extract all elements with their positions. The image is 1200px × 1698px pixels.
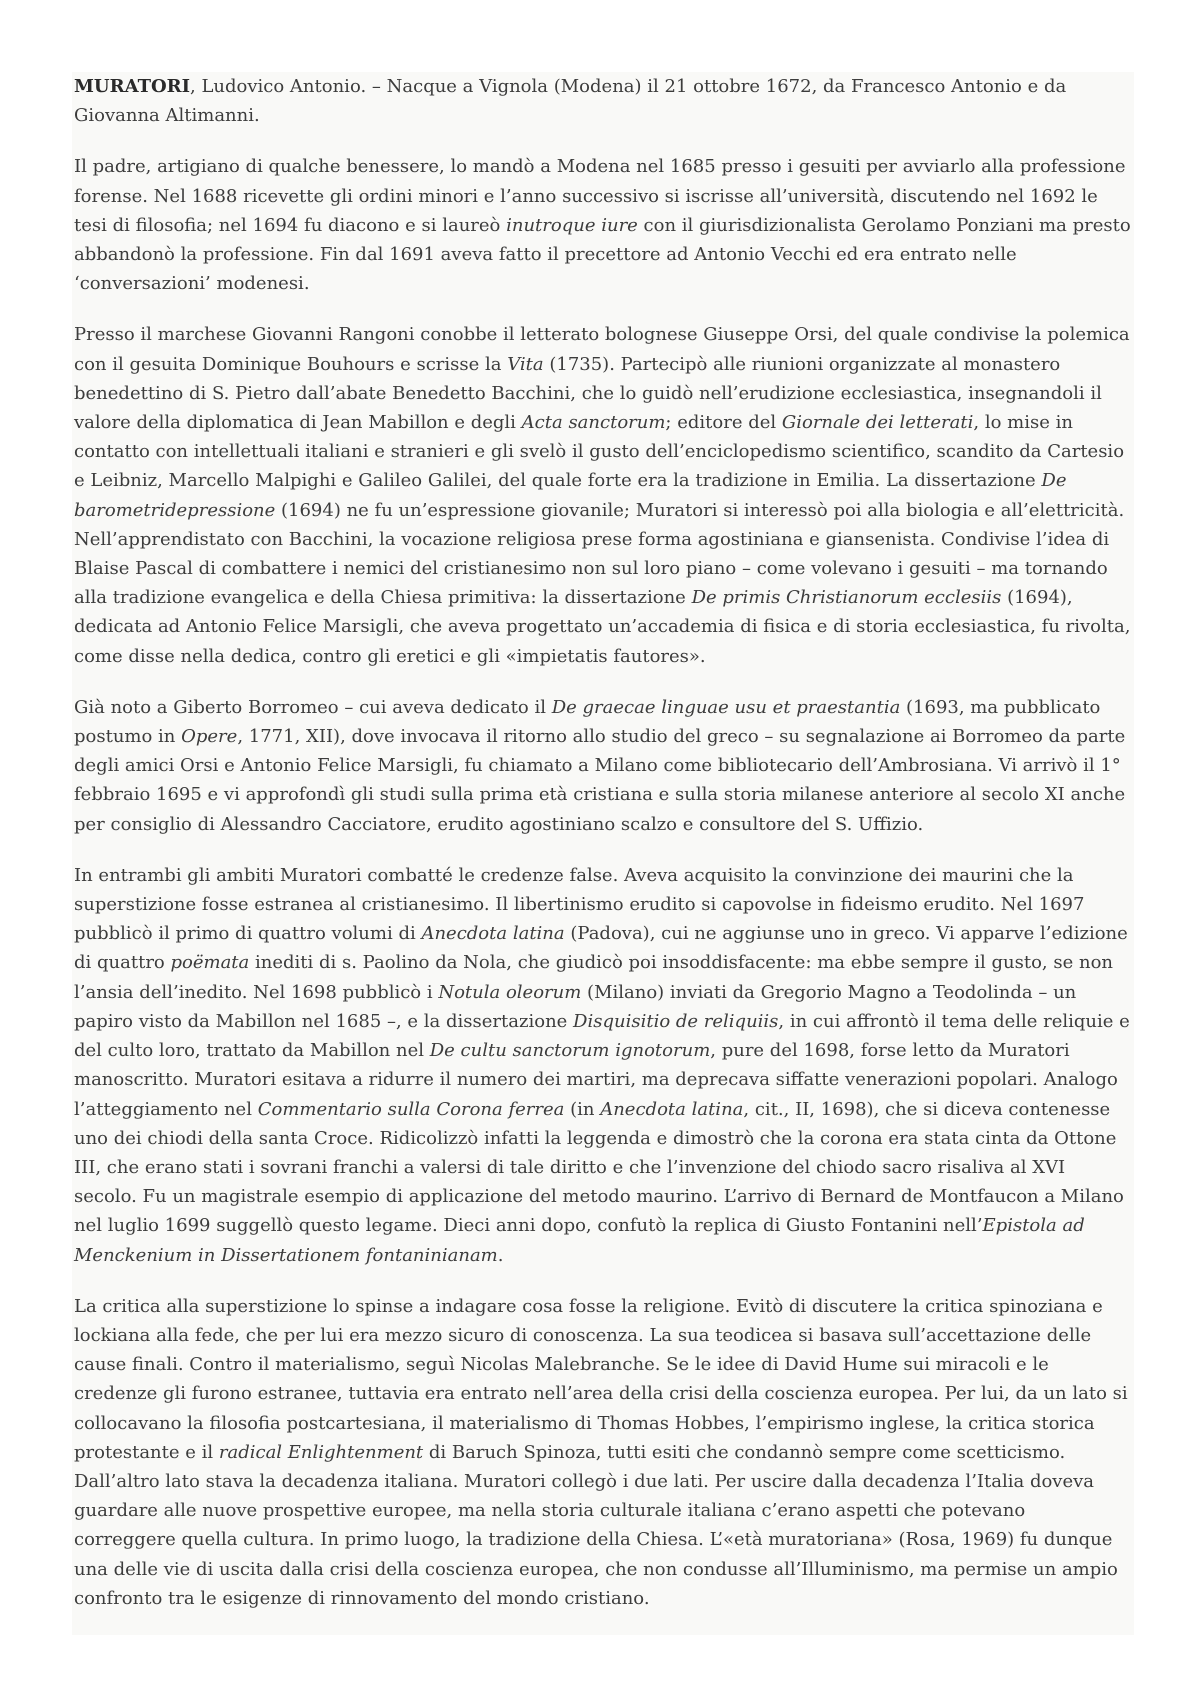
- italic-title: De cultu sanctorum ignotorum: [429, 1040, 711, 1062]
- text-run: (Padova), cui ne aggiunse uno in greco. Vi apparve l’edizione di quattro: [74, 923, 1128, 974]
- italic-title: Disquisitio de reliquiis: [573, 1010, 779, 1032]
- italic-title: Acta sanctorum: [521, 412, 666, 434]
- italic-title: De graecae linguae usu et praestantia: [551, 696, 901, 718]
- italic-title: Anecdota latina: [421, 923, 565, 945]
- text-run: (1694) ne fu un’espressione giovanile; Muratori si interessò poi alla biologia e all’elettricità. Nell’apprendistato con Bacchini, la vocazione religiosa prese forma agostiniana e giansenista. Condivise l’idea di Blaise Pascal di combattere i nemici del cristianesimo non sul loro piano – come volevano i gesuiti – ma tornando alla tradizione evangelica e della Chiesa primitiva: la dissertazione: [74, 499, 1125, 609]
- text-run: (Milano) inviati da Gregorio Magno a Teodolinda – un papiro visto da Mabillon nel 1685 –, e la dissertazione: [74, 981, 1077, 1032]
- intro-paragraph: [74, 72, 1132, 130]
- italic-term: inutroque iure: [506, 214, 638, 236]
- italic-term: poëmata: [170, 952, 250, 974]
- text-run: di Baruch Spinoza, tutti esiti che condannò sempre come scetticismo. Dall’altro lato stava la decadenza italiana. Muratori collegò i due lati. Per uscire dalla decadenza l’Italia doveva guardare alle nuove prospettive europee, ma nella storia culturale italiana c’erano aspetti che potevano correggere quella cultura. In primo luogo, la tradizione della Chiesa. L’«età muratoriana» (Rosa, 1969) fu dunque una delle vie di uscita dalla crisi della coscienza europea, che non condusse all’Illuminismo, ma permise un ampio confronto tra le esigenze di rinnovamento del mondo cristiano.: [74, 1441, 1118, 1609]
- italic-title: Epistola ad Menckenium in Dissertationem fontaninianam: [74, 1215, 1085, 1266]
- italic-title: De primis Christianorum ecclesiis: [691, 587, 1002, 609]
- italic-title: Commentario sulla Corona ferrea: [257, 1098, 565, 1120]
- text-run: (1694), dedicata ad Antonio Felice Marsigli, che aveva progettato un’accademia di fisica e di storia ecclesiastica, fu rivolta, come disse nella dedica, contro gli eretici e gli «impietatis fautores».: [74, 587, 1131, 667]
- italic-term: radical Enlightenment: [218, 1441, 424, 1463]
- text-run: , pure del 1698, forse letto da Muratori manoscritto. Muratori esitava a ridurre il numero dei martiri, ma deprecava siffatte venerazioni popolari. Analogo l’atteggiamento nel: [74, 1040, 1118, 1120]
- text-run: , in cui affrontò il tema delle reliquie e del culto loro, trattato da Mabillon nel: [74, 1010, 1130, 1062]
- paragraph-religion: [74, 1292, 1132, 1613]
- paragraph-formation: [74, 320, 1132, 670]
- text-run: , cit., II, 1698), che si diceva contenesse uno dei chiodi della santa Croce. Ridicolizzò infatti la leggenda e dimostrò che la corona era stata cinta da Ottone III, che erano stati i sovrani franchi a valersi di tale diritto e che l’invenzione del chiodo sacro risaliva al XVI secolo. Fu un magistrale esempio di applicazione del metodo maurino. L’arrivo di Bernard de Montfaucon a Milano nel luglio 1699 suggellò questo legame. Dieci anni dopo, confutò la replica di Giusto Fontanini nell’: [74, 1098, 1124, 1237]
- text-run: inediti di s. Paolino da Nola, che giudicò poi insoddisfacente: ma ebbe sempre il gusto, se non l’ansia dell’inedito. Nel 1698 pubblicò i: [74, 952, 1114, 1003]
- text-run: Presso il marchese Giovanni Rangoni conobbe il letterato bolognese Giuseppe Orsi, del quale condivise la polemica con il gesuita Dominique Bouhours e scrisse la: [74, 324, 1130, 375]
- paragraph-early-life: [74, 152, 1132, 298]
- italic-title: Notula oleorum: [438, 981, 582, 1003]
- text-run: Già noto a Giberto Borromeo – cui aveva dedicato il: [74, 696, 552, 718]
- text-run: Il padre, artigiano di qualche benessere, lo mandò a Modena nel 1685 presso i gesuiti per avviarlo alla professione forense. Nel 1688 ricevette gli ordini minori e l’anno successivo si iscrisse all’università, discutendo nel 1692 le tesi di filosofia; nel 1694 fu diacono e si laureò: [74, 156, 1126, 236]
- italic-title: Giornale dei letterati: [781, 412, 974, 434]
- intro-text: , Ludovico Antonio. – Nacque a Vignola (Modena) il 21 ottobre 1672, da Francesco Antonio e da Giovanna Altimanni.: [74, 76, 1067, 127]
- paragraph-milan: [74, 693, 1132, 839]
- text-run: , lo mise in contatto con intellettuali italiani e stranieri e gli svelò il gusto dell’enciclopedismo scientifico, scandito da Cartesio e Leibniz, Marcello Malpighi e Galileo Galilei, del quale forte era la tradizione in Emilia. La dissertazione: [74, 412, 1125, 492]
- text-run: (1735). Partecipò alle riunioni organizzate al monastero benedettino di S. Pietro dall’abate Benedetto Bacchini, che lo guidò nell’erudizione ecclesiastica, insegnandoli il valore della diplomatica di Jean Mabillon e degli: [74, 353, 1102, 434]
- text-run: In entrambi gli ambiti Muratori combatté le credenze false. Aveva acquisito la convinzione dei maurini che la superstizione fosse estranea al cristianesimo. Il libertinismo erudito si capovolse in fideismo erudito. Nel 1697 pubblicò il primo di quattro volumi di: [74, 864, 1085, 945]
- text-run: .: [497, 1244, 504, 1266]
- text-run: ; editore del: [665, 412, 782, 434]
- paragraph-erudition: [74, 861, 1132, 1270]
- text-run: La critica alla superstizione lo spinse a indagare cosa fosse la religione. Evitò di discutere la critica spinoziana e lockiana alla fede, che per lui era mezzo sicuro di conoscenza. La sua teodicea si basava sull’accettazione delle cause finali. Contro il materialismo, seguì Nicolas Malebranche. Se le idee di David Hume sui miracoli e le credenze gli furono estranee, tuttavia era entrato nell’area della crisi della coscienza europea. Per lui, da un lato si collocavano la filosofia postcartesiana, il materialismo di Thomas Hobbes, l’empirismo inglese, la critica storica protestante e il: [74, 1295, 1128, 1463]
- text-run: , 1771, XII), dove invocava il ritorno allo studio del greco – su segnalazione ai Borromeo da parte degli amici Orsi e Antonio Felice Marsigli, fu chiamato a Milano come bibliotecario dell’Ambrosiana. Vi arrivò il 1° febbraio 1695 e vi approfondì gli studi sulla prima età cristiana e sulla storia milanese anteriore al secolo XI anche per consiglio di Alessandro Cacciatore, erudito agostiniano scalzo e consultore del S. Uffizio.: [74, 726, 1126, 835]
- text-run: (in: [564, 1098, 601, 1120]
- headword: MURATORI: [74, 76, 191, 97]
- italic-title: Anecdota latina: [600, 1098, 744, 1120]
- encyclopedia-entry: [72, 72, 1134, 1635]
- text-run: (1693, ma pubblicato postumo in: [74, 696, 1101, 748]
- italic-title: Vita: [507, 353, 544, 375]
- italic-title: De barometridepressione: [74, 470, 1067, 521]
- text-run: con il giurisdizionalista Gerolamo Ponziani ma presto abbandonò la professione. Fin dal 1691 aveva fatto il precettore ad Antonio Vecchi ed era entrato nelle ‘conversazioni’ modenesi.: [74, 214, 1131, 295]
- italic-title: Opere: [181, 726, 238, 748]
